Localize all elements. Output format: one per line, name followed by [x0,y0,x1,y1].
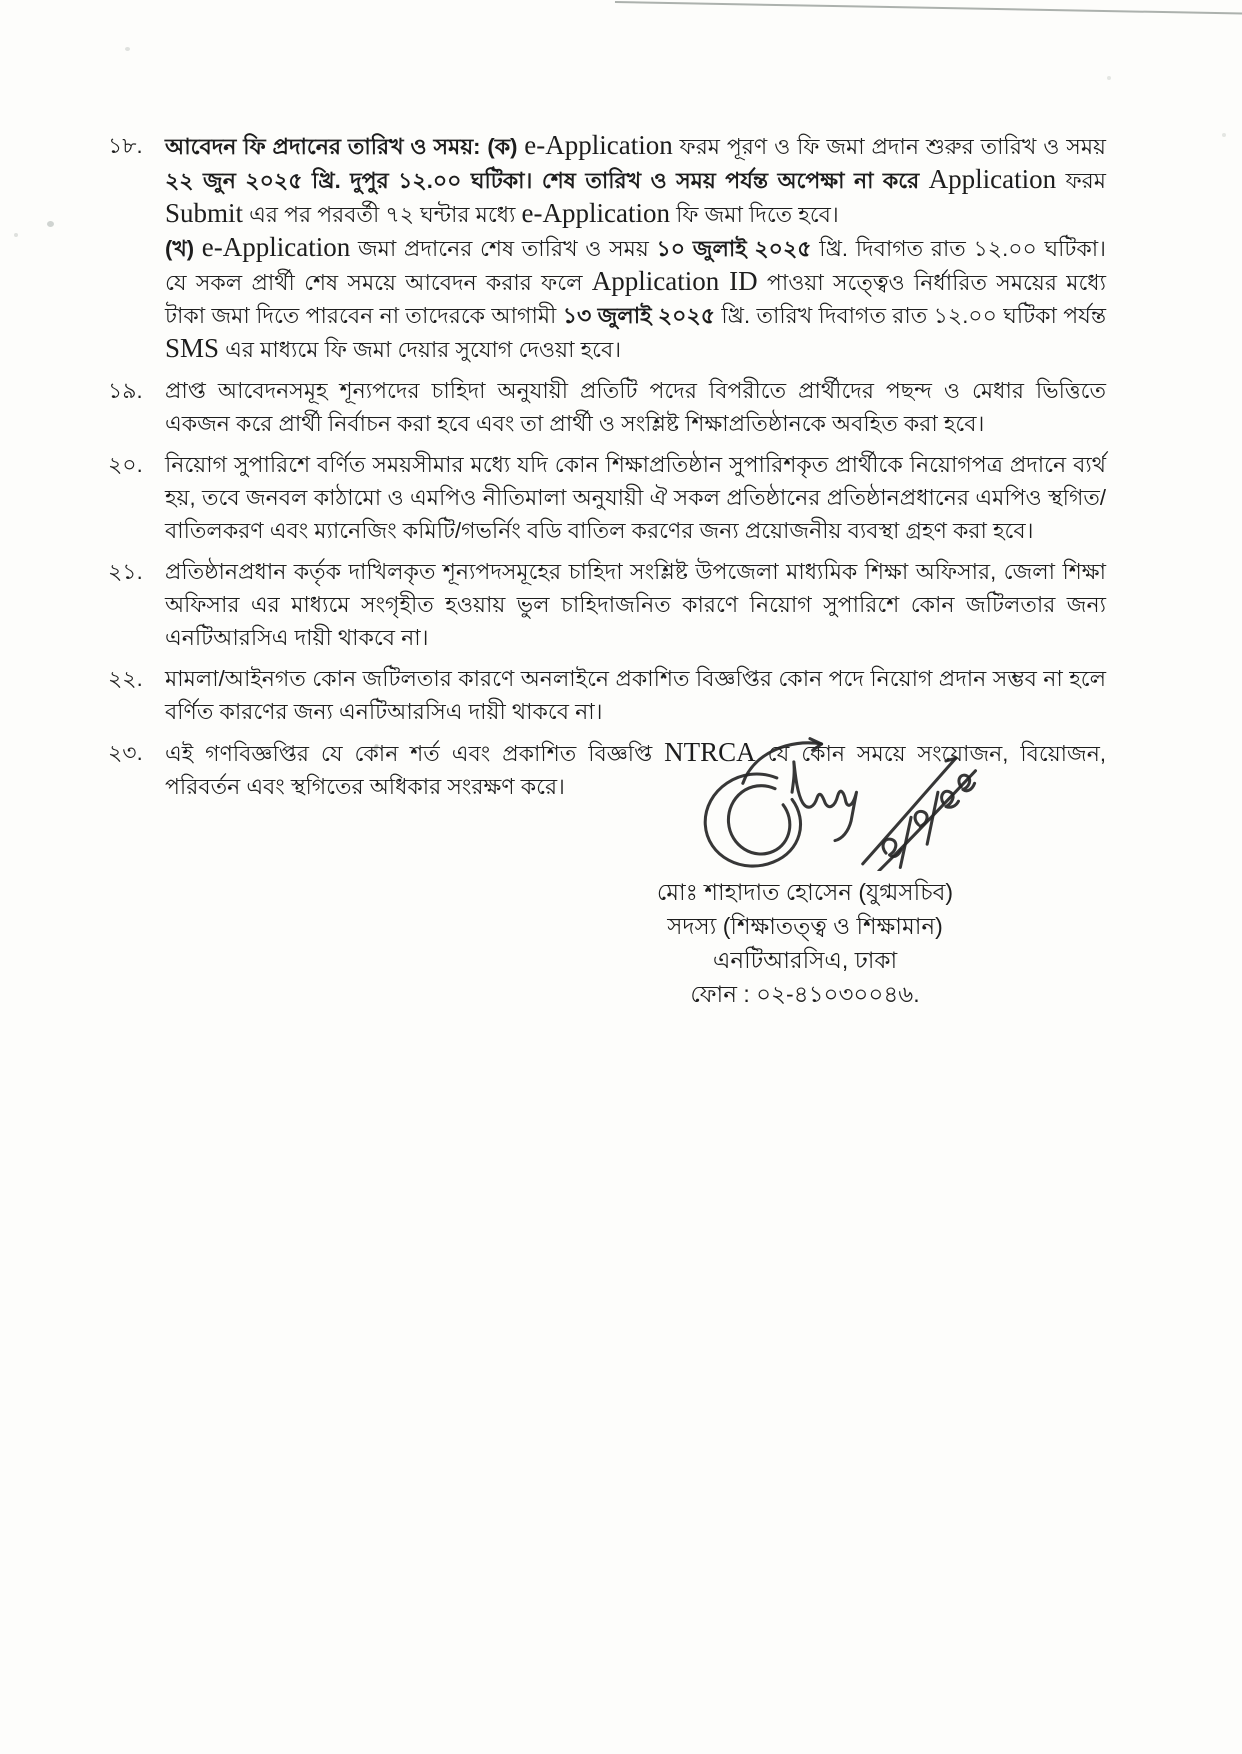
scan-speck [1222,133,1226,137]
item-text [165,374,1106,440]
item-number: ২৩. [108,740,143,765]
text-run: জমা প্রদানের শেষ তারিখ ও সময় [350,236,657,261]
item-number: ১৮. [108,133,143,158]
text-run: ফি জমা দিতে হবে। [669,202,839,227]
item-text [165,129,1106,366]
list-item [108,129,1106,366]
list-item [108,555,1106,654]
notice-list [108,129,1106,811]
text-run: আবেদন ফি প্রদানের তারিখ ও সময়: (ক) [165,134,525,159]
text-run: (খ) [165,236,202,261]
text-run: এর পর পরবর্তী ৭২ ঘন্টার মধ্যে [243,202,522,227]
text-run: ফরম পূরণ ও ফি জমা প্রদান শুরুর তারিখ ও সময় [672,134,1106,159]
latin-text-run: Submit [165,198,244,228]
latin-text-run: e-Application [521,198,670,228]
text-run: যে কোন সময়ে সংযোজন, বিয়োজন, পরিবর্তন এবং স্থগিতের অধিকার সংরক্ষণ করে। [165,741,1106,799]
item-number: ২২. [108,666,143,691]
text-run: খ্রি. তারিখ দিবাগত রাত ১২.০০ ঘটিকা পর্যন্ত [715,303,1106,328]
text-run: ১৩ জুলাই ২০২৫ [562,303,716,328]
text-run: এই গণবিজ্ঞপ্তির যে কোন শর্ত এবং প্রকাশিত বিজ্ঞপ্তি [165,741,665,766]
item-number: ২১. [108,559,143,584]
list-item [108,448,1106,547]
text-run: খ্রি. দিবাগত রাত ১২.০০ ঘটিকা। যে সকল প্রার্থী শেষ সময়ে আবেদন করার ফলে [165,236,1107,295]
text-run: নিয়োগ সুপারিশে বর্ণিত সময়সীমার মধ্যে যদি কোন শিক্ষাপ্রতিষ্ঠান সুপারিশকৃত প্রার্থীকে নিয়োগপত্র প্রদানে ব্যর্থ হয়, তবে জনবল কাঠামো ও এমপিও নীতিমালা অনুযায়ী ঐ সকল প্রতিষ্ঠানের প্রতিষ্ঠানপ্রধানের এমপিও স্থগিত/বাতিলকরণ এবং ম্যানেজিং কমিটি/গভর্নিং বডি বাতিল করণের জন্য প্রয়োজনীয় ব্যবস্থা গ্রহণ করা হবে। [165,452,1106,543]
signatory-designation: সদস্য (শিক্ষাতত্ত্ব ও শিক্ষামান) [667,913,943,939]
latin-text-run: SMS [165,333,220,363]
scan-speck [1107,76,1111,80]
text-run: এর মাধ্যমে ফি জমা দেয়ার সুযোগ দেওয়া হবে। [219,337,622,362]
item-text [165,555,1106,654]
scan-speck [14,233,18,237]
text-run: প্রতিষ্ঠানপ্রধান কর্তৃক দাখিলকৃত শূন্যপদসমূহের চাহিদা সংশ্লিষ্ট উপজেলা মাধ্যমিক শিক্ষা অফিসার, জেলা শিক্ষা অফিসার এর মাধ্যমে সংগৃহীত হওয়ায় ভুল চাহিদাজনিত কারণে নিয়োগ সুপারিশে কোন জটিলতার জন্য এনটিআরসিএ দায়ী থাকবে না। [165,559,1106,650]
signature-scrawl [670,735,1000,871]
item-text [165,448,1106,547]
latin-text-run: e-Application [201,232,351,262]
scan-edge-artifact [615,1,1242,15]
item-text [165,662,1106,728]
text-run: ১০ জুলাই ২০২৫ [656,236,812,261]
latin-text-run: NTRCA [664,737,756,767]
signatory-organization: এনটিআরসিএ, ঢাকা [712,947,898,973]
text-run: ফরম [1056,168,1106,193]
latin-text-run: Application ID [591,266,758,296]
signatory-name: মোঃ শাহাদাত হোসেন (যুগ্মসচিব) [656,879,954,905]
text-run: ২২ জুন ২০২৫ খ্রি. দুপুর ১২.০০ ঘটিকা। শেষ তারিখ ও সময় পর্যন্ত অপেক্ষা না করে [165,168,929,193]
list-item [108,662,1106,728]
item-number: ১৯. [108,378,143,403]
item-number: ২০. [108,452,143,477]
latin-text-run: e-Application [524,130,673,160]
latin-text-run: Application [928,164,1057,194]
scan-speck [125,47,130,51]
text-run: প্রাপ্ত আবেদনসমূহ শূন্যপদের চাহিদা অনুযায়ী প্রতিটি পদের বিপরীতে প্রার্থীদের পছন্দ ও মেধার ভিত্তিতে একজন করে প্রার্থী নির্বাচন করা হবে এবং তা প্রার্থী ও সংশ্লিষ্ট শিক্ষাপ্রতিষ্ঠানকে অবহিত করা হবে। [165,378,1106,436]
signatory-phone: ফোন : ০২-৪১০৩০০৪৬. [690,981,920,1007]
signature-block [600,735,1010,1011]
scan-speck [47,221,54,227]
list-item [108,374,1106,440]
text-run: মামলা/আইনগত কোন জটিলতার কারণে অনলাইনে প্রকাশিত বিজ্ঞপ্তির কোন পদে নিয়োগ প্রদান সম্ভব না হলে বর্ণিত কারণের জন্য এনটিআরসিএ দায়ী থাকবে না। [165,666,1106,724]
text-run: পাওয়া সত্ত্বেও নির্ধারিত সময়ের মধ্যে টাকা জমা দিতে পারবেন না তাদেরকে আগামী [165,270,1106,328]
